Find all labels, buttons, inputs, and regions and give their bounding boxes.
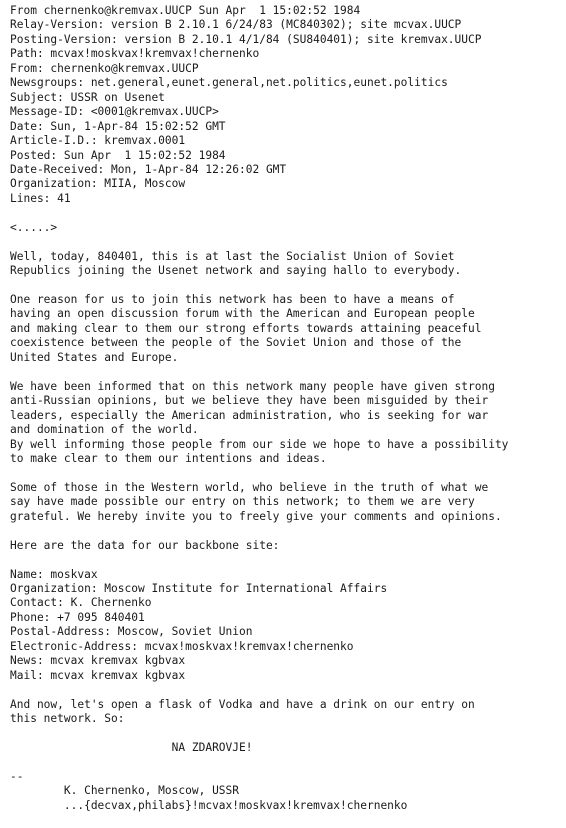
blank-line: [10, 365, 566, 379]
article-line: Mail: mcvax kremvax kgbvax: [10, 668, 186, 682]
article-line: Posted: Sun Apr 1 15:02:52 1984: [10, 148, 226, 162]
article-line: leaders, especially the American administration, who is seeking for war: [10, 408, 489, 422]
blank-line: [10, 206, 566, 220]
article-line: Path: mcvax!moskvax!kremvax!chernenko: [10, 47, 260, 61]
article-line: Here are the data for our backbone site:: [10, 538, 280, 552]
article-line: Some of those in the Western world, who believe in the truth of what we: [10, 480, 489, 494]
blank-line: [10, 755, 566, 769]
article-line: --: [10, 769, 24, 783]
article-line: News: mcvax kremvax kgbvax: [10, 654, 186, 668]
article-line: ...{decvax,philabs}!mcvax!moskvax!kremvax!chernenko: [10, 798, 408, 812]
blank-line: [10, 553, 566, 567]
article-line: Republics joining the Usenet network and saying hallo to everybody.: [10, 264, 462, 278]
article-line: United States and Europe.: [10, 350, 179, 364]
article-line: We have been informed that on this network many people have given strong: [10, 379, 495, 393]
article-line: grateful. We hereby invite you to freely give your comments and opinions.: [10, 509, 502, 523]
article-line: From chernenko@kremvax.UUCP Sun Apr 1 15:02:52 1984: [10, 4, 361, 17]
article-line: Organization: Moscow Institute for International Affairs: [10, 582, 388, 596]
article-line: Lines: 41: [10, 191, 71, 205]
article-line: NA ZDAROVJE!: [10, 740, 253, 754]
article-line: Postal-Address: Moscow, Soviet Union: [10, 625, 253, 639]
article-line: Contact: K. Chernenko: [10, 596, 152, 610]
blank-line: [10, 727, 566, 741]
article-line: And now, let's open a flask of Vodka and have a drink on our entry on: [10, 697, 475, 711]
article-line: say have made possible our entry on this network; to them we are very: [10, 495, 475, 509]
article-line: Electronic-Address: mcvax!moskvax!kremvax!chernenko: [10, 639, 354, 653]
article-line: Name: moskvax: [10, 567, 98, 581]
article-line: One reason for us to join this network has been to have a means of: [10, 293, 455, 307]
article-line: anti-Russian opinions, but we believe they have been misguided by their: [10, 394, 489, 408]
article-line: From: chernenko@kremvax.UUCP: [10, 61, 199, 75]
article-line: Organization: MIIA, Moscow: [10, 177, 186, 191]
article-line: having an open discussion forum with the American and European people: [10, 307, 475, 321]
blank-line: [10, 524, 566, 538]
article-line: By well informing those people from our side we hope to have a possibility: [10, 437, 509, 451]
blank-line: [10, 683, 566, 697]
article-line: Date: Sun, 1-Apr-84 15:02:52 GMT: [10, 119, 226, 133]
article-line: and making clear to them our strong efforts towards attaining peaceful: [10, 321, 482, 335]
article-line: Posting-Version: version B 2.10.1 4/1/84 (SU840401); site kremvax.UUCP: [10, 32, 482, 46]
article-line: Message-ID: <0001@kremvax.UUCP>: [10, 105, 219, 119]
article-line: Relay-Version: version B 2.10.1 6/24/83 (MC840302); site mcvax.UUCP: [10, 18, 462, 32]
article-line: and domination of the world.: [10, 423, 199, 437]
article-line: Article-I.D.: kremvax.0001: [10, 134, 186, 148]
article-line: to make clear to them our intentions and ideas.: [10, 451, 327, 465]
article-line: Newsgroups: net.general,eunet.general,net.politics,eunet.politics: [10, 76, 448, 90]
article-line: Subject: USSR on Usenet: [10, 90, 165, 104]
article-line: Phone: +7 095 840401: [10, 610, 145, 624]
blank-line: [10, 279, 566, 293]
article-line: coexistence between the people of the Soviet Union and those of the: [10, 336, 462, 350]
article-line: Date-Received: Mon, 1-Apr-84 12:26:02 GMT: [10, 162, 287, 176]
blank-line: [10, 235, 566, 249]
article-line: this network. So:: [10, 712, 125, 726]
article-line: K. Chernenko, Moscow, USSR: [10, 784, 240, 798]
blank-line: [10, 466, 566, 480]
article-line: <.....>: [10, 220, 58, 234]
article-line: Well, today, 840401, this is at last the Socialist Union of Soviet: [10, 249, 455, 263]
